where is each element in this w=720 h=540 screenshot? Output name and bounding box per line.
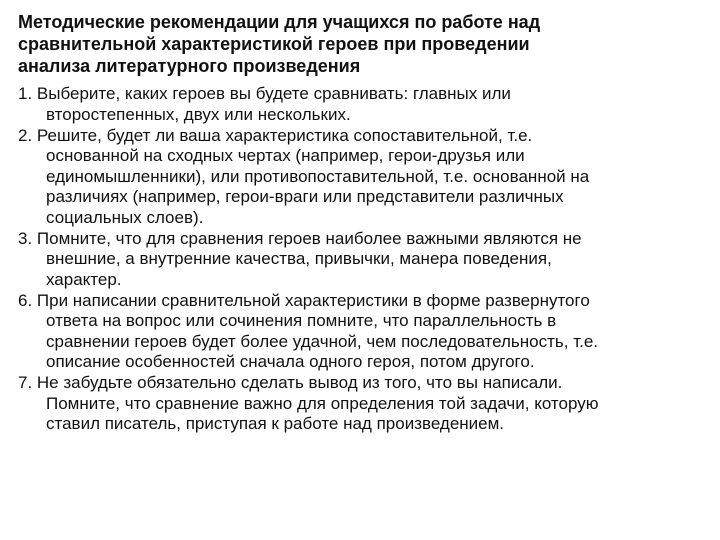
recommendations-list — [18, 84, 708, 435]
list-item — [18, 373, 708, 435]
list-item-text: сравнении героев будет более удачной, чем последовательность, т.е. — [46, 331, 599, 351]
list-item — [18, 229, 708, 291]
list-item-text: ответа на вопрос или сочинения помните, что параллельность в — [46, 311, 557, 330]
list-item-text: ставил писатель, приступая к работе над произведением. — [46, 414, 505, 433]
list-item-text: социальных слоев). — [46, 207, 204, 227]
list-item-text: характер. — [46, 269, 122, 289]
title-line: Методические рекомендации для учащихся по работе над — [18, 12, 541, 32]
list-item-text: описание особенностей сначала одного героя, потом другого. — [46, 352, 535, 371]
list-item-text: единомышленники), или противопоставительной, т.е. основанной на — [46, 166, 590, 186]
list-item — [18, 126, 708, 229]
list-item-text: различиях (например, герои-враги или представители различных — [46, 187, 564, 206]
list-item — [18, 291, 708, 373]
list-item-text: 6. При написании сравнительной характеристики в форме развернутого — [18, 290, 590, 310]
list-item-text: 2. Решите, будет ли ваша характеристика сопоставительной, т.е. — [18, 125, 533, 145]
list-item — [18, 84, 708, 125]
list-item-text: Помните, что сравнение важно для определения той задачи, которую — [46, 393, 599, 413]
title-line: анализа литературного произведения — [18, 56, 361, 76]
list-item-text: 7. Не забудьте обязательно сделать вывод из того, что вы написали. — [18, 373, 563, 392]
title-line: сравнительной характеристикой героев при проведении — [18, 34, 530, 54]
list-item-text: внешние, а внутренние качества, привычки, манера поведения, — [46, 249, 552, 268]
page-title — [18, 11, 658, 77]
list-item-text: 1. Выберите, каких героев вы будете сравнивать: главных или — [18, 84, 511, 103]
list-item-text: второстепенных, двух или нескольких. — [46, 104, 351, 124]
list-item-text: основанной на сходных чертах (например, герои-друзья или — [46, 146, 525, 165]
list-item-text: 3. Помните, что для сравнения героев наиболее важными являются не — [18, 228, 582, 248]
